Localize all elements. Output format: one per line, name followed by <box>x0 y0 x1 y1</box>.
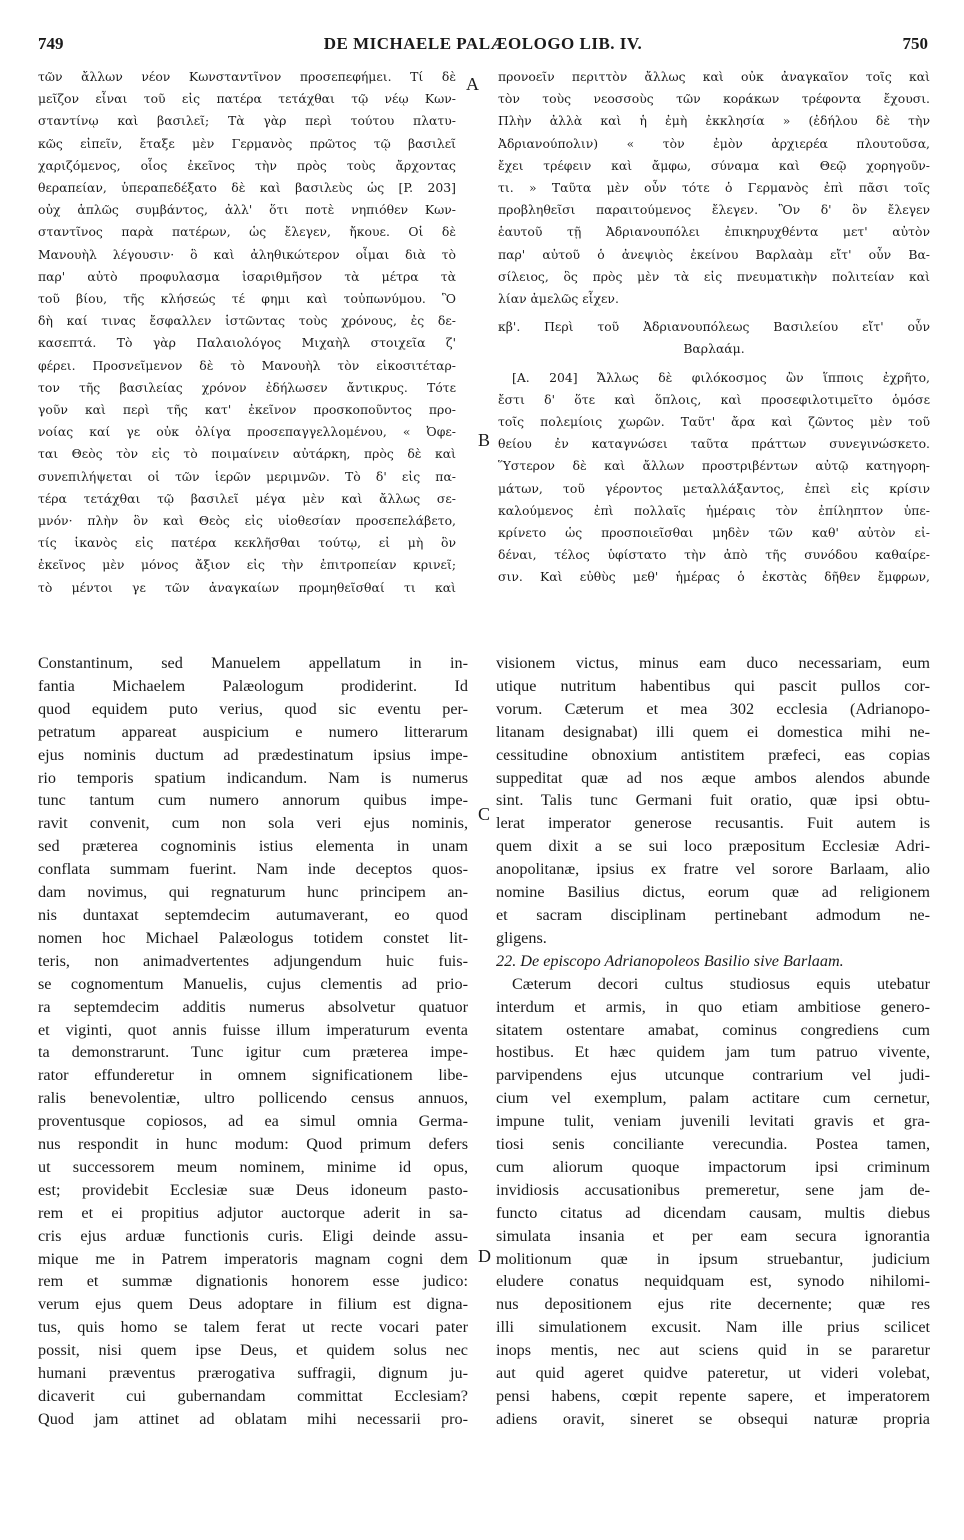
latin-line: gligens. <box>496 928 547 947</box>
latin-line: sitatem ostentare amabat, cominus congrediens cum <box>496 1020 930 1039</box>
latin-line: eludere conatus nequidquam est, synodo nihilomi- <box>496 1272 930 1291</box>
latin-line: quem dixit a se sui loco præpositum Ecclesiæ Adri- <box>496 837 930 856</box>
latin-line: est; providebit Ecclesiæ suæ Deus idoneum pasto- <box>38 1180 468 1199</box>
greek-line: μνόν· πλὴν ὃν καὶ Θεὸς εἰς υἱοθεσίαν προσεπελάβετο, <box>38 513 456 529</box>
greek-line: παρ' αὐτὸ προφυλασμα ἰσαριθμῆσον τὰ μέτρα τὰ <box>38 268 456 284</box>
latin-line: nus respondit in hunc modum: Quod primum defers <box>38 1135 468 1154</box>
greek-line: παρ' αὐτοῦ ὁ ἀνεψιὸς ἐκείνου Βαρλαὰμ εἴτ' οὖν Βα- <box>498 246 930 262</box>
latin-line: et sacram disciplinam pertinebant admodum ne- <box>496 905 930 924</box>
latin-line: Constantinum, sed Manuelem appellatum in in- <box>38 654 468 672</box>
greek-line: [A. 204] Ἄλλως δὲ φιλόκοσμος ὢν ἵπποις ἐχρῆτο, <box>512 369 930 385</box>
latin-line: lerat imperator generose recusantis. Fuit autem is <box>496 814 930 833</box>
greek-line: ται Θεὸς τὸν εἰς τὸ ποιμαίνειν αὐτάρκη, πρὸς δὲ καὶ <box>38 446 456 462</box>
latin-line: rator effunderetur in omnem significationem libe- <box>38 1066 468 1085</box>
greek-line: τοῦ βίου, τῆς κλήσεώς τέ φημι καὶ τοὐπωνύμου. Ὃ <box>38 291 456 307</box>
greek-line: οὐχ ἁπλῶς συμβάντος, ἀλλ' ὅτι ποτὲ νηπιόθεν Κων- <box>38 202 456 218</box>
latin-line: quod equidem puto verius, quod sic eventu per- <box>38 699 468 718</box>
greek-line: προβληθεῖσι παραιτούμενος ἔλεγεν. Ὃν δ' ὃν ἔλεγεν <box>498 202 930 218</box>
greek-line: σιν. Καὶ εὐθὺς μεθ' ἡμέρας ὁ ἐκστὰς δῆθεν ἔμφρων, <box>498 569 930 585</box>
latin-line: interdum et armis, in quo etiam ambitiose genero- <box>496 997 930 1016</box>
greek-line: γοῦν καὶ περὶ τῆς κατ' ἐκεῖνον προσκοποῦντος προ- <box>38 402 456 418</box>
margin-marker-a: A <box>466 74 479 94</box>
page-number-right: 750 <box>902 34 928 53</box>
margin-marker-c: C <box>478 804 491 824</box>
latin-line: nomine Basilius dictus, eorum quæ ad religionem <box>496 883 930 902</box>
greek-line: κῶς εἰπεῖν, ἔταξε μὲν Γερμανὸς πρῶτος τῷ βασιλεῖ <box>38 135 456 151</box>
latin-line: mique me in Patrem imperatoris magnam cogni dem <box>38 1249 468 1268</box>
latin-line: nis duntaxat septemdecim autumaverant, eo quod <box>38 905 468 924</box>
greek-line: τῶν ἄλλων νέον Κωνσταντῖνον προσεπεφήμει. Τί δὲ <box>38 69 456 84</box>
latin-line: ralis benevolentiæ, ultro pollicendo census annuos, <box>38 1089 468 1108</box>
latin-line: sed præterea cognominis istius elementa in unam <box>38 837 468 856</box>
greek-line: τὸν τοὺς νεοσσοὺς τῶν κοράκων τρέφοντα ἔχουσι. <box>498 91 930 107</box>
latin-line: pensi habens, cœpit repente sapere, et imperatorem <box>496 1387 930 1405</box>
greek-line: θεραπείαν, ὑπεραπεδέξατο δὲ καὶ βασιλεὺς ὡς [P. 203] <box>38 180 456 196</box>
greek-line: μεῖζον εἶναι τοῦ εἰς πατέρα τετάχθαι τῷ νέῳ Κων- <box>38 91 456 107</box>
latin-line: petratum appareat auspicium e numero litterarum <box>38 722 468 741</box>
latin-line: se cognomentum Manuelis, cujus clementis ad prio- <box>38 974 468 993</box>
page-header <box>38 34 928 58</box>
greek-line: σταντῖνος παρὰ πατέρων, ὡς ἔλεγεν, ἤκουε. Οἱ δὲ <box>38 224 456 240</box>
latin-line: ra septemdecim additis numerus absolvetur quatuor <box>38 997 468 1016</box>
latin-line: inops mentis, nec aut sciens quid in se pararetur <box>496 1341 930 1360</box>
greek-text-left-column <box>38 66 456 599</box>
page-number-left: 749 <box>38 34 64 53</box>
latin-line: invidiosis accusationibus premeretur, sene jam de- <box>496 1180 930 1199</box>
greek-section-heading <box>498 316 930 360</box>
latin-line: adiens oravit, sineret se obsequi naturæ propria <box>496 1409 930 1428</box>
greek-line: δέναι, τέλος ὑφίστατο τὴν ἀπὸ τῆς συνόδου καθαίρε- <box>498 547 930 563</box>
latin-line: dicaverit cui gubernandam committat Ecclesiam? <box>38 1387 468 1405</box>
latin-line: conflata summam fuerint. Nam inde deceptos quos- <box>38 860 468 879</box>
latin-line: tiosi senis conciliante verecundia. Postea tamen, <box>496 1135 930 1154</box>
greek-line: νοίας καί γε οὐκ ὀλίγα προσεπαγγελλομένου, « Ὀφε- <box>38 424 456 440</box>
greek-line: φέρει. Προσνεῖμενον δὲ τὸ Μανουὴλ τὸν εἰκοσιτέταρ- <box>38 357 456 373</box>
latin-line: ravit convenit, cum non sola veri ejus nominis, <box>38 814 468 833</box>
latin-section-heading: 22. De episcopo Adrianopoleos Basilio sive Barlaam. <box>496 951 844 970</box>
greek-line: Ἀδριανούπολιν) « τὸν ἐμὸν ἀρχιερέα πλουτοῦσα, <box>498 135 930 151</box>
greek-line: τον τῆς βασιλείας χρόνον ἐδήλωσεν ἄντικρυς. Τότε <box>38 379 456 395</box>
latin-line: simulata insania et per eam secura ignorantia <box>496 1226 930 1245</box>
latin-line: litanam designabat) illi quem ei domestica mihi ne- <box>496 722 930 741</box>
greek-line: τοῖς πολεμίοις χωρῶν. Ταῦτ' ἄρα καὶ ζῶντος μὲν τοῦ <box>498 414 930 430</box>
greek-line: ἑαυτοῦ τῇ Ἀδριανουπόλει ἐπικηρυχθέντα μετ' αὐτὸν <box>498 224 930 240</box>
greek-line: συνεπιλήψεται οἱ τῶν ἱερῶν μεριμνῶν. Τὸ δ' εἰς πα- <box>38 468 456 484</box>
greek-line: Πλὴν ἀλλὰ καὶ ἡ ἐμὴ ἐκκλησία » (ἐδήλου δὲ τὴν <box>498 113 930 129</box>
greek-line: σίλειος, ὃς πρὸς μὲν τὰ εἰς πνευματικὴν πολιτείαν καὶ <box>498 268 930 284</box>
running-title: DE MICHAELE PALÆOLOGO LIB. IV. <box>323 34 643 53</box>
latin-line: anopolitanæ, ipsius ex fratre vel sorore Barlaam, alio <box>496 860 930 879</box>
greek-line: Μανουὴλ λέγουσιν· ὃ καὶ ἀληθικώτερον οἶμαι διὰ τὸ <box>38 246 456 262</box>
greek-line: προνοεῖν περιττὸν ἄλλως καὶ οὐκ ἀναγκαῖον τοῖς καὶ <box>498 69 930 84</box>
latin-line: cium vel exemplum, palam actitare cum cernetur, <box>496 1089 930 1108</box>
greek-line: μάτων, τοῦ γέροντος μεταλλάξαντος, ἐπεὶ εἰς κρίσιν <box>498 480 930 496</box>
greek-line: ἐκεῖνος μὲν μόνος ἄξιον εἰς τὴν ἐπιτροπείαν κρινεῖ; <box>38 557 456 573</box>
latin-line: hostibus. Et hæc quidem jam tum patruo vivente, <box>496 1043 930 1062</box>
latin-line: teris, non animadvertentes adjungendum huic fuis- <box>38 951 468 970</box>
latin-line: impune tulit, veniam juvenili levitati gravis et gra- <box>496 1112 930 1131</box>
latin-line: cessitudine obnoxium antistitem præfeci, eas copias <box>496 745 930 764</box>
latin-line: nomen hoc Michael Palæologus totidem constet lit- <box>38 928 468 947</box>
latin-line: vorum. Cæterum et mea 302 ecclesia (Adrianopo- <box>496 699 930 718</box>
latin-line: ta demonstrarunt. Tunc igitur cum præterea impe- <box>38 1043 468 1062</box>
latin-line: cris ejus arduæ functionis curis. Eligi deinde assu- <box>38 1226 468 1245</box>
greek-line: κασεπτά. Τὸ γὰρ Παλαιολόγος Μιχαὴλ στοιχεῖα ζ' <box>38 335 456 351</box>
latin-line: tus, quis homo se talem ferat ut recte vocari pater <box>38 1318 468 1337</box>
margin-marker-b: B <box>478 430 491 450</box>
greek-line: τι. » Ταῦτα μὲν οὖν τότε ὁ Γερμανὸς ἐπὶ πᾶσι τοῖς <box>498 180 930 196</box>
greek-text-right-column <box>498 66 930 589</box>
greek-line: Ὕστερον δὲ καὶ ἄλλων προστριβέντων αὐτῷ κατηγορη- <box>498 458 930 474</box>
latin-line: Quod jam attinet ad oblatam mihi necessarii pro- <box>38 1409 468 1428</box>
greek-line: τὸ μέντοι γε τῶν ἀναγκαίων προμηθεῖσθαί τι καὶ <box>38 579 456 595</box>
greek-line: καλούμενος ἐπὶ πολλαῖς ἡμέραις τὸν ἐπίληπτον ὑπε- <box>498 502 930 518</box>
latin-text-right-column <box>496 652 930 1431</box>
latin-line: rem et summæ dignationis honorem esse judico: <box>38 1272 468 1291</box>
latin-line: dam novimus, qui regnaturum hunc principem an- <box>38 883 468 902</box>
latin-line: illi simulationem excusit. Nam ille prius scilicet <box>496 1318 930 1337</box>
greek-line: ἔχει τρέφειν καὶ ἄμφω, σύναμα καὶ Θεῷ χορηγοῦν- <box>498 157 930 173</box>
greek-line: λίαν ἀμελῶς εἶχεν. <box>498 291 619 307</box>
latin-line: ut successorem meum nominem, minime id opus, <box>38 1157 468 1176</box>
latin-line: humani præventus prærogativa suffragii, dignum ju- <box>38 1364 468 1383</box>
greek-line: σταντίνῳ καὶ βασιλεῖ; Τὰ γὰρ περὶ τούτου πλατυ- <box>38 113 456 129</box>
latin-line: sint. Talis tunc Germani fuit oratio, quæ ipsi obtu- <box>496 791 930 810</box>
greek-line: ἔστι δ' ὅτε καὶ ὅπλοις, καὶ προσεφιλοτιμεῖτο ὁμόσε <box>498 391 930 407</box>
latin-text-left-column <box>38 652 468 1431</box>
latin-line: tunc tantum cum numero annorum quibus impe- <box>38 791 468 810</box>
greek-line: τίς ἱκανὸς εἰς πατέρα κεκλῆσθαι τούτῳ, εἰ μὴ ὃν <box>38 535 456 551</box>
margin-marker-d: D <box>478 1246 491 1266</box>
latin-line: aut quid ageret quidve pateretur, ut videri volebat, <box>496 1364 930 1383</box>
latin-line: rio temporis spatium indicandum. Nam is numerus <box>38 768 468 787</box>
latin-line: nus depositionem ejus rite decernente; quæ res <box>496 1295 930 1314</box>
latin-line: proventusque copiosos, ad ea simul omnia Germa- <box>38 1112 468 1131</box>
latin-line: fantia Michaelem Palæologum prodiderint. Id <box>38 676 468 695</box>
greek-line: κρίνετο ὡς προσποιεῖσθαι μηδὲν τῶν καθ' αὐτὸν εἰ- <box>498 525 930 541</box>
latin-line: possit, nisi quem ipse Deus, et quidem solus nec <box>38 1341 468 1360</box>
greek-line: χαριζόμενος, οἷος ἐκεῖνος τὴν πρὸς τοὺς ἄρχοντας <box>38 157 456 173</box>
latin-line: ejus nominis ductum ad prædestinatum ipsius impe- <box>38 745 468 764</box>
latin-line: suppeditat quæ ad nos æque ambos alendos abunde <box>496 768 930 787</box>
latin-line: functo citatus ad dicendam causam, multis diebus <box>496 1203 930 1222</box>
greek-heading-line: Βαρλαάμ. <box>683 341 745 357</box>
latin-line: Cæterum decori cultus studiosus equis utebatur <box>512 974 930 993</box>
latin-line: molitionum quæ in ipsum struebantur, judicium <box>496 1249 930 1268</box>
latin-line: rem et ei propitius adjutor auctorque aderit in sa- <box>38 1203 468 1222</box>
latin-line: et viginti, quot annis fuisse illum imperaturum eventa <box>38 1020 468 1039</box>
greek-line: θείου ἐν καταγνώσει ταῦτα πράττων συνεγινώσκετο. <box>498 436 930 452</box>
latin-line: verum ejus quem Deus adoptare in filium est digna- <box>38 1295 468 1314</box>
latin-line: utique nutritum habentibus qui pascit pullos cor- <box>496 676 930 695</box>
latin-line: cum aliorum quoque impactorum ipsi criminum <box>496 1157 930 1176</box>
latin-line: visionem victus, minus eam duco necessariam, eum <box>496 654 930 672</box>
latin-line: parvipendens ejus utcunque contrarium vel judi- <box>496 1066 930 1085</box>
greek-line: τέρα τετάχθαι τῷ βασιλεῖ μέγα μὲν καὶ ἄλλως σε- <box>38 490 456 506</box>
greek-heading-line: κβ'. Περὶ τοῦ Ἀδριανουπόλεως Βασιλείου εἴτ' οὖν <box>498 319 930 335</box>
greek-line: δὴ καί τινας ἔσφαλλεν ἱστῶντας τοὺς χρόνους, ἐς δε- <box>38 313 456 329</box>
